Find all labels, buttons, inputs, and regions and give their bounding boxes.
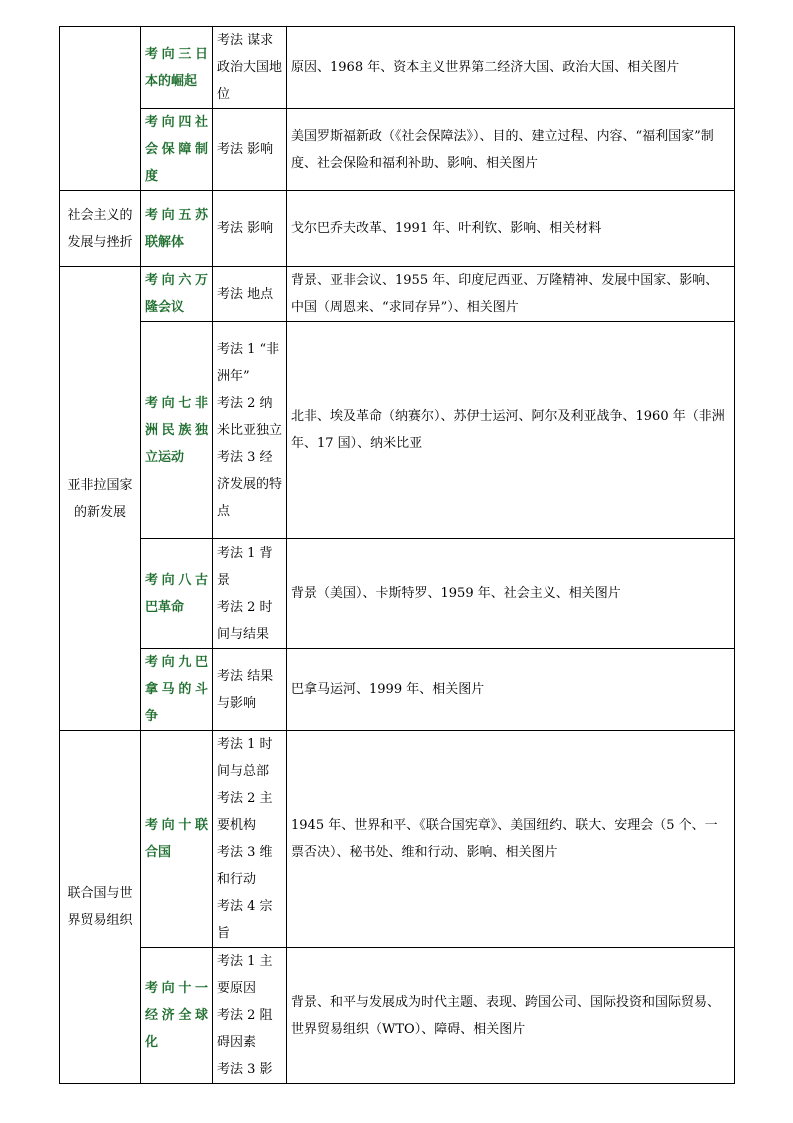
method-item: 考法 2 阻碍因素 xyxy=(217,1008,273,1050)
topic-cell: 社会主义的发展与挫折 xyxy=(60,191,141,267)
method-item: 考法 1 “非洲年” xyxy=(217,341,280,384)
methods-cell xyxy=(213,649,287,731)
method-item: 考法 2 纳米比亚独立 xyxy=(217,395,283,438)
method-item: 考法 影响 xyxy=(217,221,274,236)
methods-cell xyxy=(213,109,287,191)
content-cell: 背景（美国）、卡斯特罗、1959 年、社会主义、相关图片 xyxy=(287,539,735,649)
method-item: 考法 影响 xyxy=(217,142,274,157)
direction-cell: 考向九巴拿马的斗争 xyxy=(141,649,213,731)
content-cell: 戈尔巴乔夫改革、1991 年、叶利钦、影响、相关材料 xyxy=(287,191,735,267)
methods-cell xyxy=(213,539,287,649)
methods-cell xyxy=(213,267,287,322)
direction-cell: 考向十一经济全球化 xyxy=(141,948,213,1084)
content-cell: 原因、1968 年、资本主义世界第二经济大国、政治大国、相关图片 xyxy=(287,27,735,109)
methods-cell xyxy=(213,27,287,109)
method-item: 考法 2 主要机构 xyxy=(217,791,273,833)
table-row xyxy=(60,27,735,109)
table-row xyxy=(60,948,735,1084)
content-cell: 背景、亚非会议、1955 年、印度尼西亚、万隆精神、发展中国家、影响、中国（周恩来、“求同存异”）、相关图片 xyxy=(287,267,735,322)
direction-cell: 考向四社会保障制度 xyxy=(141,109,213,191)
method-item: 考法 4 宗旨 xyxy=(217,899,273,941)
direction-cell: 考向八古巴革命 xyxy=(141,539,213,649)
method-item: 考法 谋求政治大国地位 xyxy=(217,33,283,102)
method-item: 考法 1 背景 xyxy=(217,545,273,588)
direction-cell: 考向三日本的崛起 xyxy=(141,27,213,109)
topic-cell: 亚非拉国家的新发展 xyxy=(60,267,141,731)
methods-cell xyxy=(213,948,287,1084)
content-cell: 背景、和平与发展成为时代主题、表现、跨国公司、国际投资和国际贸易、世界贸易组织（WTO）、障碍、相关图片 xyxy=(287,948,735,1084)
table-row xyxy=(60,322,735,539)
topic-cell-empty xyxy=(60,27,141,191)
methods-cell xyxy=(213,731,287,948)
table-row xyxy=(60,649,735,731)
content-cell: 北非、埃及革命（纳赛尔）、苏伊士运河、阿尔及利亚战争、1960 年（非洲年、17 国）、纳米比亚 xyxy=(287,322,735,539)
content-cell: 巴拿马运河、1999 年、相关图片 xyxy=(287,649,735,731)
topic-cell: 联合国与世界贸易组织 xyxy=(60,731,141,1084)
content-cell: 美国罗斯福新政（《社会保障法》）、目的、建立过程、内容、“福利国家”制度、社会保险和福利补助、影响、相关图片 xyxy=(287,109,735,191)
content-cell: 1945 年、世界和平、《联合国宪章》、美国纽约、联大、安理会（5 个、一票否决）、秘书处、维和行动、影响、相关图片 xyxy=(287,731,735,948)
method-item: 考法 地点 xyxy=(217,286,274,302)
direction-cell: 考向五苏联解体 xyxy=(141,191,213,267)
direction-cell: 考向六万隆会议 xyxy=(141,267,213,322)
table-row xyxy=(60,539,735,649)
method-item: 考法 3 影 xyxy=(217,1062,273,1077)
direction-cell: 考向七非洲民族独立运动 xyxy=(141,322,213,539)
methods-cell xyxy=(213,322,287,539)
table-row xyxy=(60,109,735,191)
table-row xyxy=(60,191,735,267)
method-item: 考法 1 时间与总部 xyxy=(217,737,273,779)
methods-cell xyxy=(213,191,287,267)
table-row xyxy=(60,731,735,948)
method-item: 考法 结果与影响 xyxy=(217,668,274,711)
direction-cell: 考向十联合国 xyxy=(141,731,213,948)
method-item: 考法 3 经济发展的特点 xyxy=(217,449,283,519)
method-item: 考法 1 主要原因 xyxy=(217,954,273,996)
method-item: 考法 3 维和行动 xyxy=(217,845,273,887)
method-item: 考法 2 时间与结果 xyxy=(217,599,273,642)
topic-table xyxy=(59,26,735,1084)
table-row xyxy=(60,267,735,322)
